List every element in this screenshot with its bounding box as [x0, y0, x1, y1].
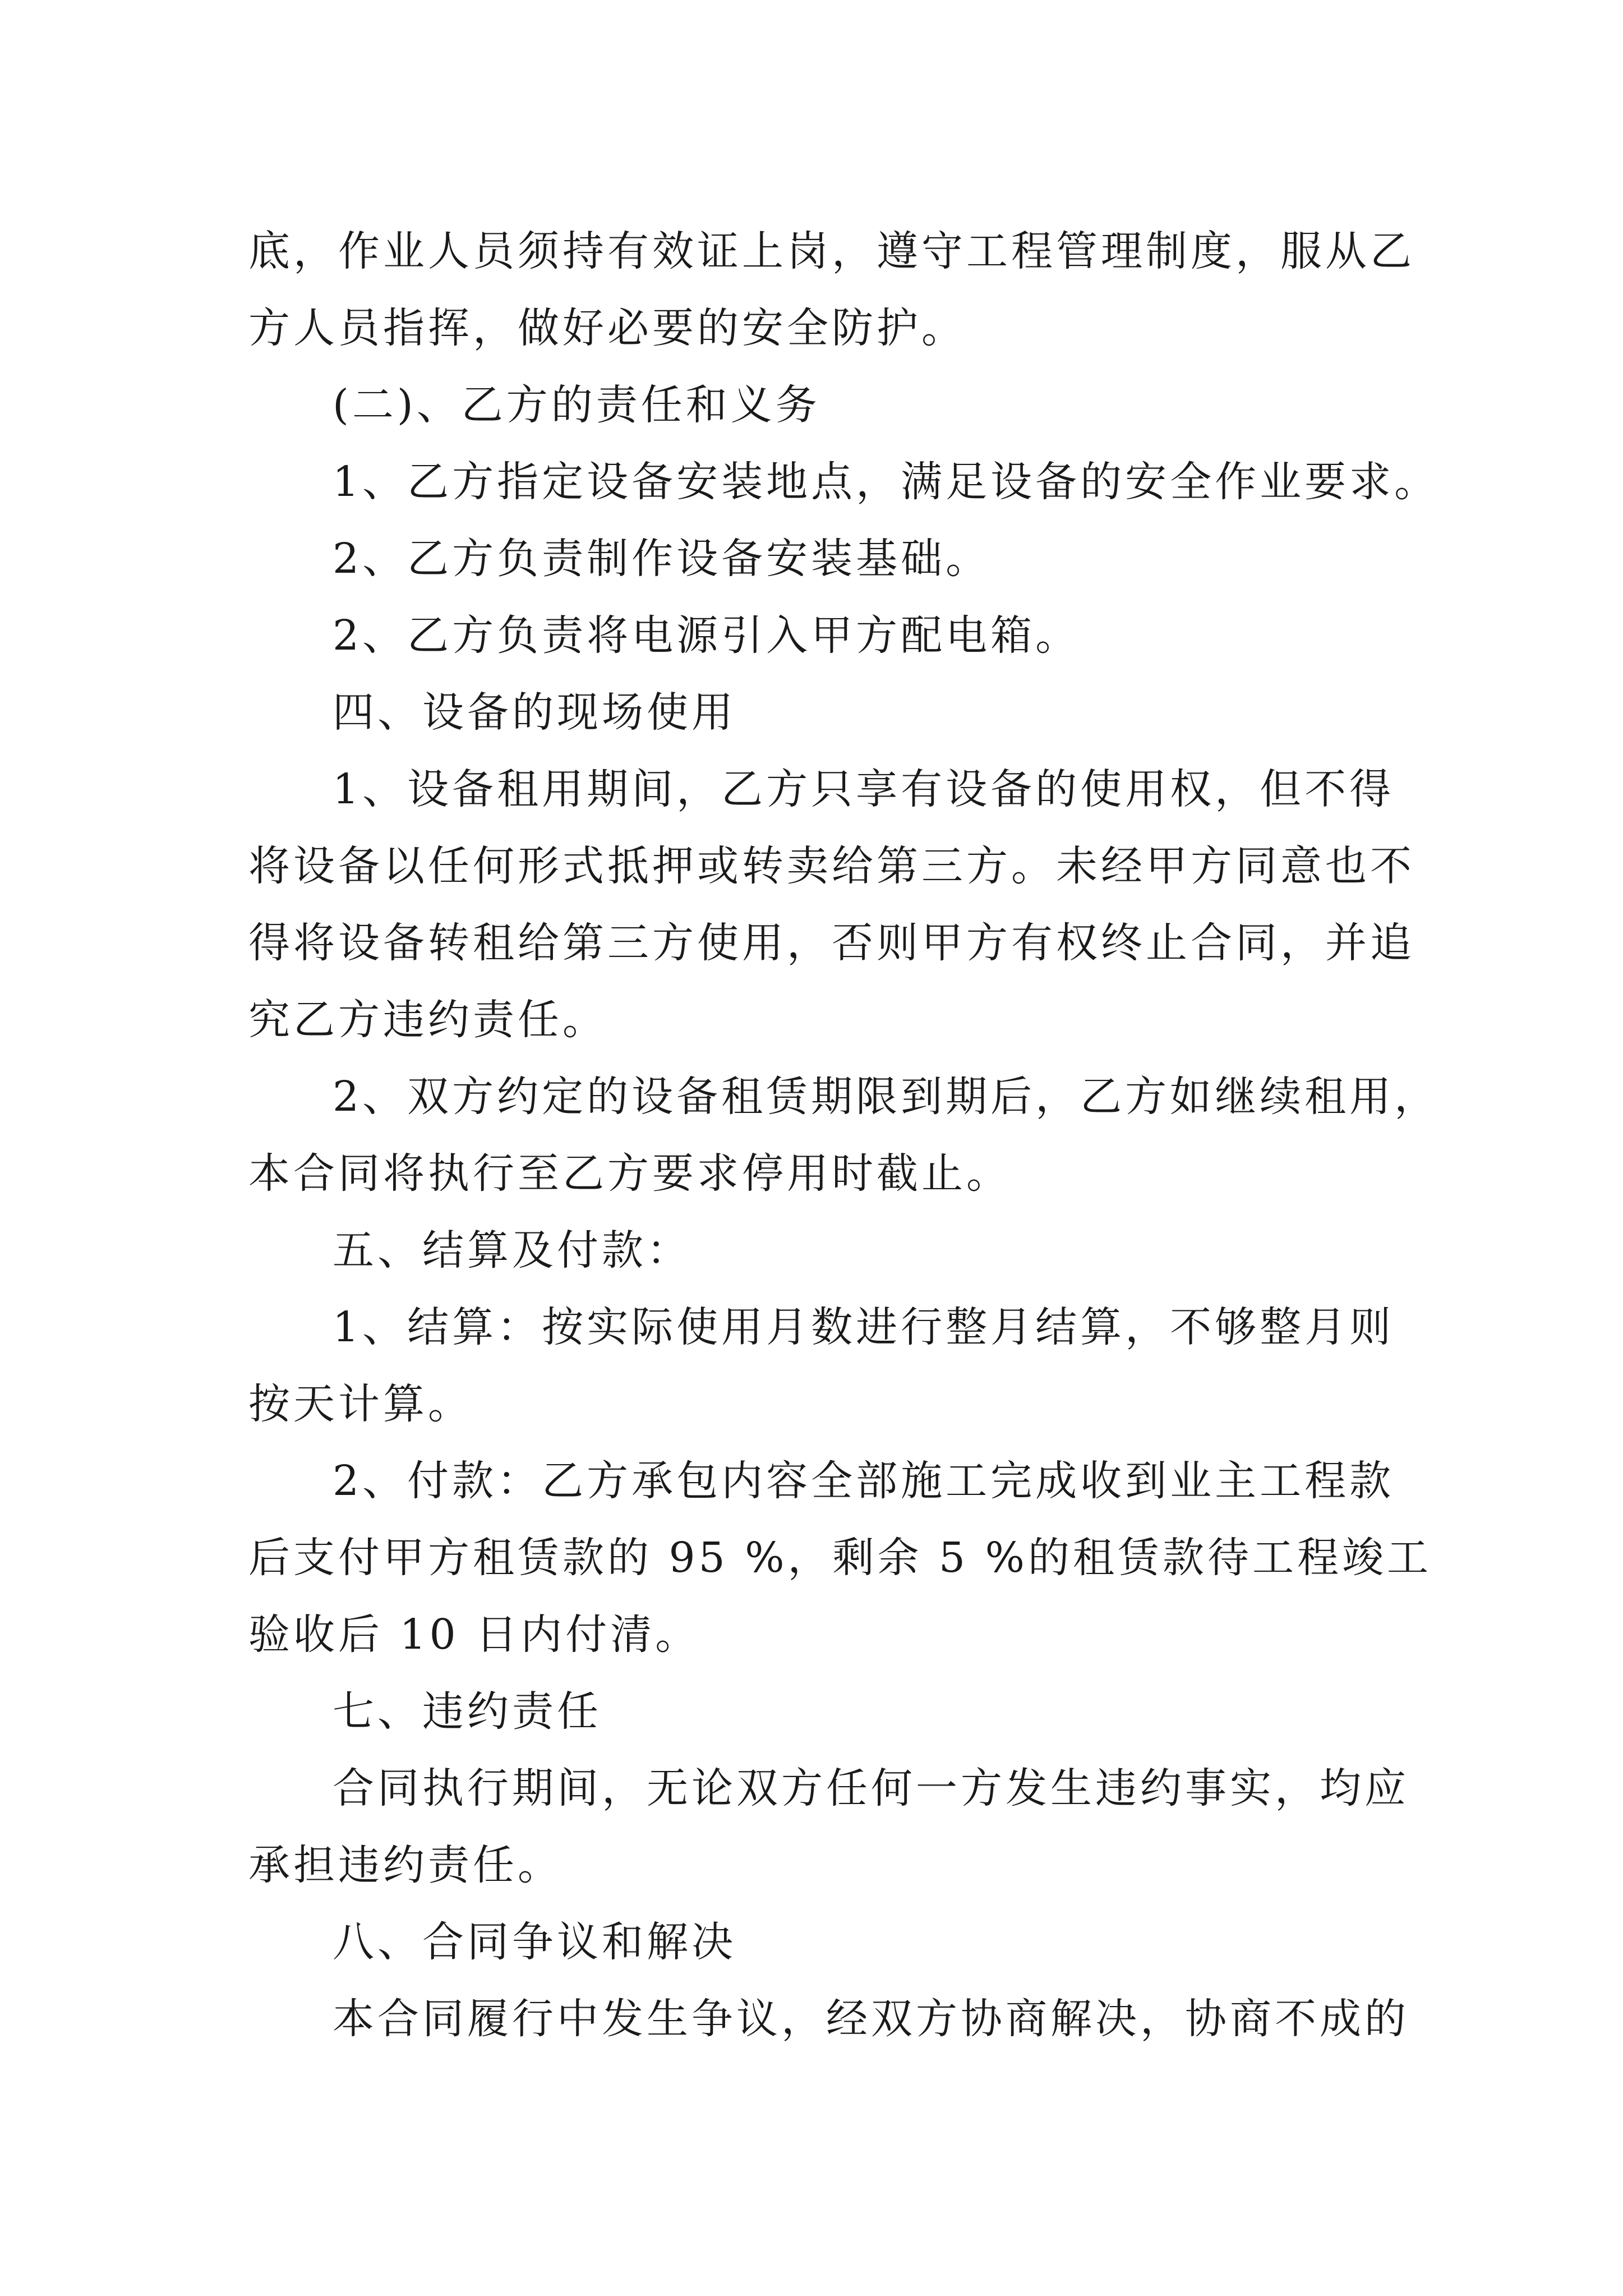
paragraph	[248, 751, 1415, 1059]
text-line: 本合同履行中发生争议，经双方协商解决，协商不成的	[333, 1995, 1409, 2043]
text-line: 1、乙方指定设备安装地点，满足设备的安全作业要求。	[333, 458, 1440, 506]
text-line: 五、结算及付款：	[333, 1226, 691, 1274]
paragraph	[248, 213, 1415, 367]
text-line: 八、合同争议和解决	[333, 1918, 736, 1966]
paragraph	[248, 1443, 1432, 1673]
document-body	[248, 213, 1440, 2058]
text-line: 2、付款：乙方承包内容全部施工完成收到业主工程款	[333, 1457, 1395, 1505]
text-line: 验收后 10 日内付清。	[248, 1611, 700, 1659]
text-line: (二)、乙方的责任和义务	[333, 381, 820, 429]
paragraph	[248, 1059, 1440, 1212]
text-line: 2、乙方负责将电源引入甲方配电箱。	[333, 611, 1081, 660]
text-line: 究乙方违约责任。	[248, 996, 607, 1044]
text-line: 方人员指挥，做好必要的安全防护。	[248, 304, 966, 352]
text-line: 合同执行期间，无论双方任何一方发生违约事实，均应	[333, 1764, 1409, 1812]
text-line: 2、双方约定的设备租赁期限到期后，乙方如继续租用，	[333, 1073, 1440, 1121]
paragraph	[248, 1289, 1395, 1443]
text-line: 将设备以任何形式抵押或转卖给第三方。未经甲方同意也不	[248, 842, 1415, 890]
text-line: 1、结算：按实际使用月数进行整月结算，不够整月则	[333, 1303, 1395, 1351]
paragraph	[248, 597, 1381, 674]
paragraph	[248, 444, 1440, 521]
paragraph	[248, 674, 1381, 751]
paragraph	[248, 1212, 1381, 1289]
paragraph	[248, 521, 1381, 597]
text-line: 底，作业人员须持有效证上岗，遵守工程管理制度，服从乙	[248, 227, 1415, 275]
text-line: 本合同将执行至乙方要求停用时截止。	[248, 1149, 1011, 1198]
text-line: 承担违约责任。	[248, 1841, 562, 1889]
text-line: 后支付甲方租赁款的 95 %，剩余 5 %的租赁款待工程竣工	[248, 1534, 1432, 1582]
text-line: 七、违约责任	[333, 1687, 602, 1736]
paragraph	[248, 1673, 1381, 1750]
paragraph	[248, 1904, 1381, 1981]
text-line: 四、设备的现场使用	[333, 688, 736, 737]
text-line: 1、设备租用期间，乙方只享有设备的使用权，但不得	[333, 765, 1395, 813]
text-line: 2、乙方负责制作设备安装基础。	[333, 535, 991, 583]
paragraph	[248, 1981, 1409, 2058]
paragraph	[248, 367, 1381, 444]
text-line: 得将设备转租给第三方使用，否则甲方有权终止合同，并追	[248, 919, 1415, 967]
paragraph	[248, 1750, 1409, 1904]
text-line: 按天计算。	[248, 1380, 473, 1428]
